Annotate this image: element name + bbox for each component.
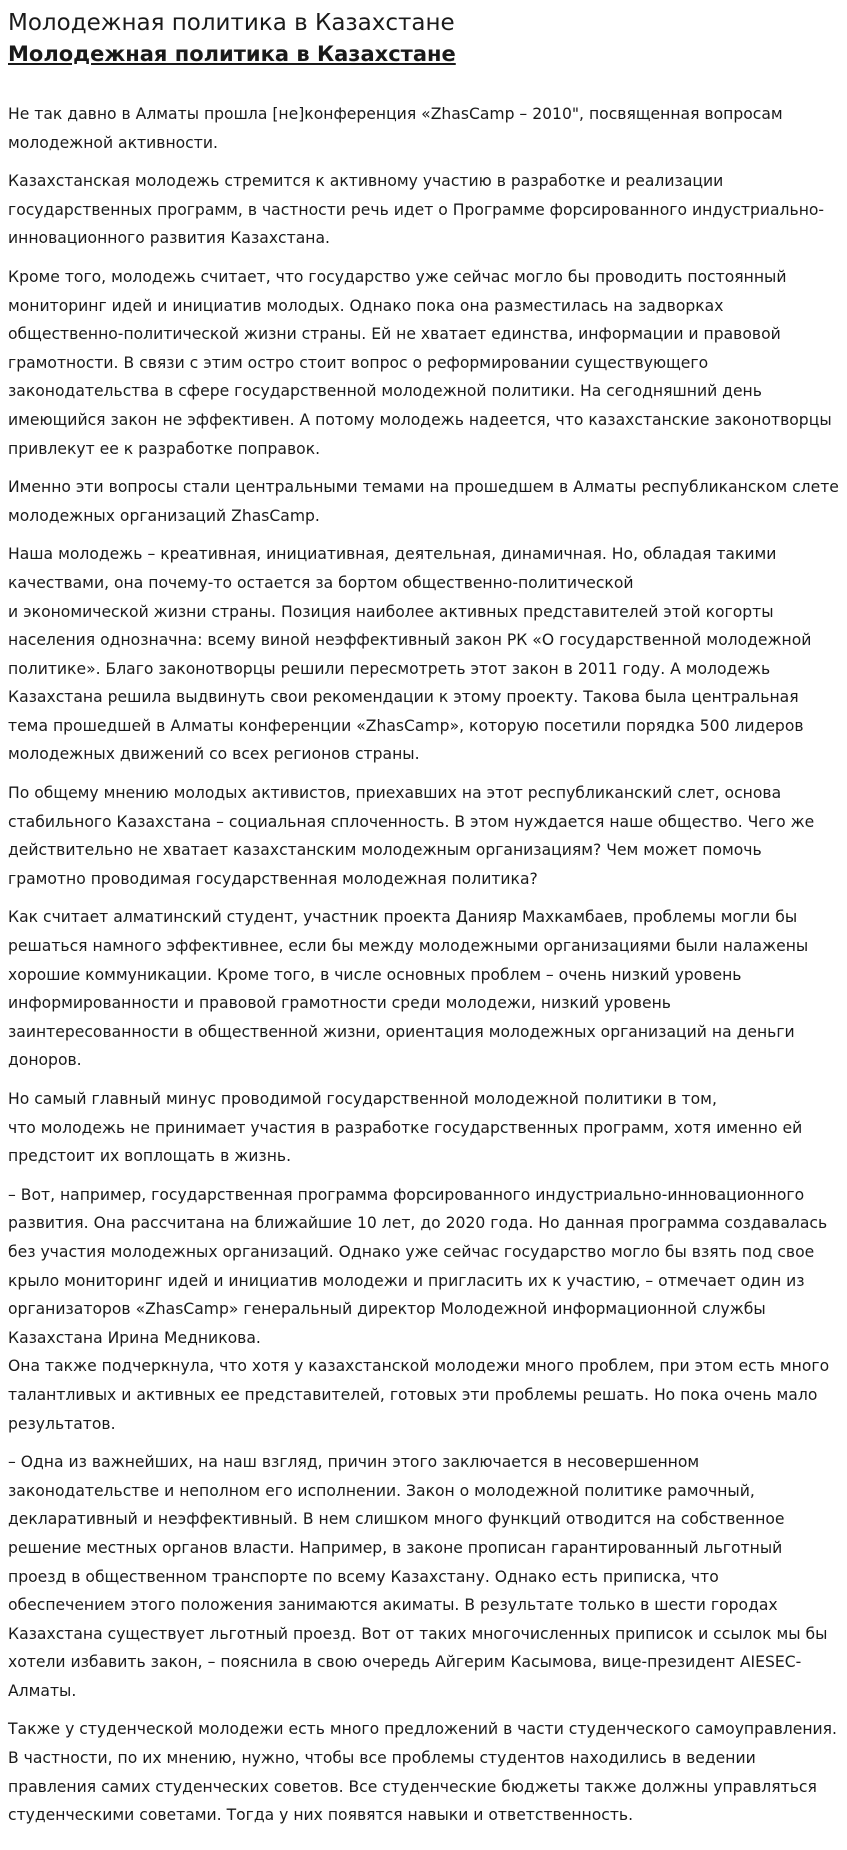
article-paragraph: – Вот, например, государственная программа форсированного индустриально-инновационного развития. Она рассчитана на ближайшие 10 лет, до 2020 года. Но данная программа создавалась без участия молодежных организаций. Однако уже сейчас государство могло бы взять под свое крыло мониторинг идей и инициатив молодежи и пригласить их к участию, – отмечает один из организаторов «ZhasCamp» генеральный директор Молодежной информационной службы Казахстана Ирина Медникова. Она также подчеркнула, что хотя у казахстанской молодежи много проблем, при этом есть много талантливых и активных ее представителей, готовых эти проблемы решать. Но пока очень мало результатов. [8,1185,830,1433]
article-paragraph: – Одна из важнейших, на наш взгляд, причин этого заключается в несовершенном законодательстве и неполном его исполнении. Закон о молодежной политике рамочный, декларативный и неэффективный. В нем слишком много функций отводится на собственное решение местных органов власти. Например, в законе прописан гарантированный льготный проезд в общественном транспорте по всему Казахстану. Однако есть приписка, что обеспечением этого положения занимаются акиматы. В результате только в шести городах Казахстана существует льготный проезд. Вот от таких многочисленных приписок и ссылок мы бы хотели избавить закон, – пояснила в свою очередь Айгерим Касымова, вице-президент AIESEC-Алматы. [8,1453,828,1700]
article-paragraph: Также у студенческой молодежи есть много предложений в части студенческого самоуправления. В частности, по их мнению, нужно, чтобы все проблемы студентов находились в ведении правления самих студенческих советов. Все студенческие бюджеты также должны управляться студенческими советами. Тогда у них появятся навыки и ответственность. [8,1720,838,1825]
article-paragraph: Не так давно в Алматы прошла [не]конференция «ZhasCamp – 2010", посвященная вопросам молодежной активности. [8,105,783,152]
article-paragraph: По общему мнению молодых активистов, приехавших на этот республиканский слет, основа стабильного Казахстана – социальная сплоченность. В этом нуждается наше общество. Чего же действительно не хватает казахстанским молодежным организациям? Чем может помочь грамотно проводимая государственная молодежная политика? [8,784,815,888]
article-paragraph: Именно эти вопросы стали центральными темами на прошедшем в Алматы республиканском слете молодежных организаций ZhasCamp. [8,478,839,525]
article-title: Молодежная политика в Казахстане [8,42,456,66]
article-paragraph: Но самый главный минус проводимой государственной молодежной политики в том, что молодежь не принимает участия в разработке государственных программ, хотя именно ей предстоит их воплощать в жизнь. [8,1090,803,1166]
article-paragraph: Как считает алматинский студент, участник проекта Данияр Махкамбаев, проблемы могли бы решаться намного эффективнее, если бы между молодежными организациями были налажены хорошие коммуникации. Кроме того, в числе основных проблем – очень низкий уровень информированности и правовой грамотности среди молодежи, низкий уровень заинтересованности в общественной жизни, ориентация молодежных организаций на деньги доноров. [8,908,809,1070]
article-paragraph: Казахстанская молодежь стремится к активному участию в разработке и реализации государственных программ, в частности речь идет о Программе форсированного индустриально-инновационного развития Казахстана. [8,172,825,248]
article-paragraph: Наша молодежь – креативная, инициативная, деятельная, динамичная. Но, обладая такими качествами, она почему-то остается за бортом общественно-политической и экономической жизни страны. Позиция наиболее активных представителей этой когорты населения однозначна: всему виной неэффективный закон РК «О государственной молодежной политике». Благо законотворцы решили пересмотреть этот закон в 2011 году. А молодежь Казахстана решила выдвинуть свои рекомендации к этому проекту. Такова была центральная тема прошедшей в Алматы конференции «ZhasCamp», которую посетили порядка 500 лидеров молодежных движений со всех регионов страны. [8,545,812,764]
page-title: Молодежная политика в Казахстане [8,10,455,36]
article-paragraph: Кроме того, молодежь считает, что государство уже сейчас могло бы проводить постоянный мониторинг идей и инициатив молодых. Однако пока она разместилась на задворках общественно-политической жизни страны. Ей не хватает единства, информации и правовой грамотности. В связи с этим остро стоит вопрос о реформировании существующего законодательства в сфере государственной молодежной политики. На сегодняшний день имеющийся закон не эффективен. А потому молодежь надеется, что казахстанские законотворцы привлекут ее к разработке поправок. [8,267,832,458]
